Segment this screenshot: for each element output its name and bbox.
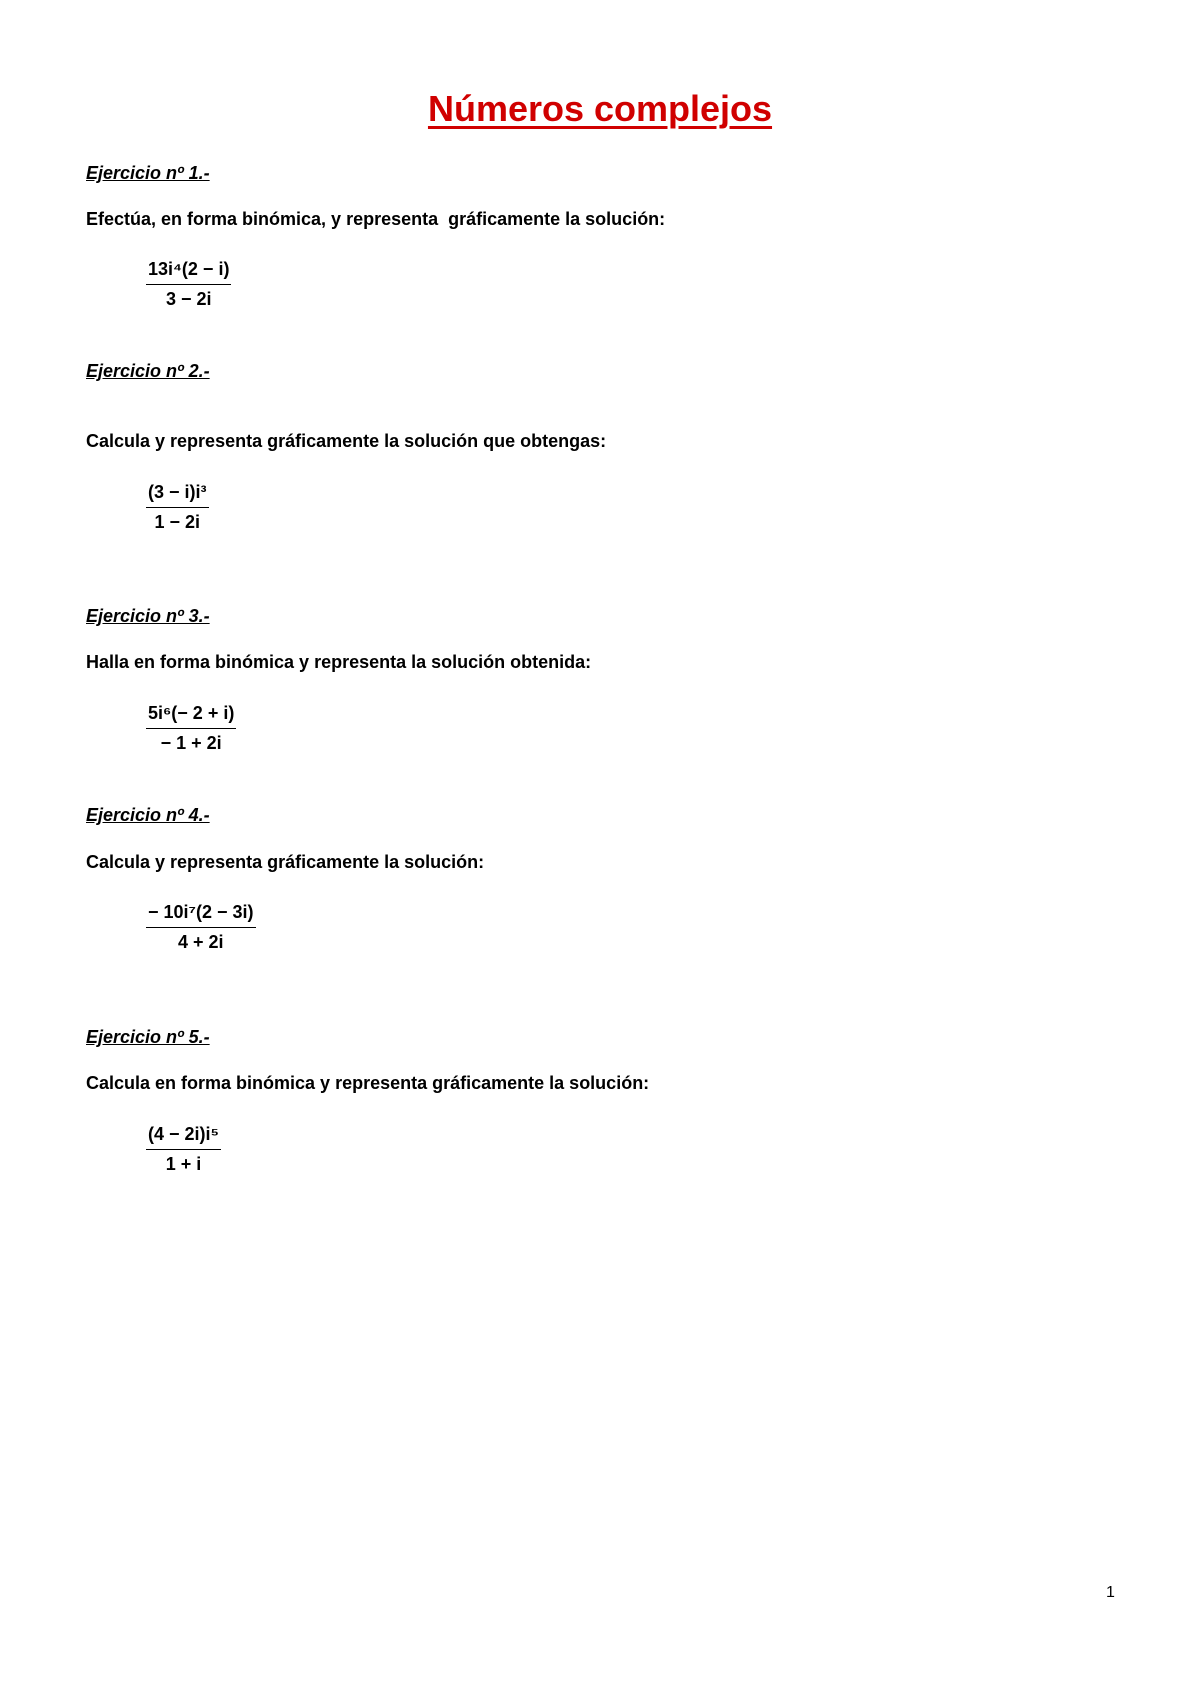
exercise-4-heading: Ejercicio nº 4.- <box>86 805 210 825</box>
exercise-5-expression <box>146 1121 221 1176</box>
exercise-3-denominator: − 1 + 2i <box>160 733 222 753</box>
exercise-1-numerator: 13i⁴(2 − i) <box>146 256 231 285</box>
page-number: 1 <box>1106 1584 1115 1601</box>
exercise-2-statement: Calcula y representa gráficamente la solución que obtengas: <box>86 431 607 451</box>
exercise-1-statement: Efectúa, en forma binómica, y representa gráficamente la solución: <box>86 209 666 229</box>
exercise-5-numerator: (4 − 2i)i⁵ <box>146 1121 221 1150</box>
exercise-2-heading: Ejercicio nº 2.- <box>86 361 210 381</box>
exercise-3-numerator: 5i⁶(− 2 + i) <box>146 700 236 729</box>
exercise-5-denominator: 1 + i <box>165 1154 202 1174</box>
exercise-3-expression <box>146 700 236 755</box>
exercise-4-statement: Calcula y representa gráficamente la solución: <box>86 852 485 872</box>
exercise-2-numerator: (3 − i)i³ <box>146 479 209 508</box>
exercise-3-heading: Ejercicio nº 3.- <box>86 606 210 626</box>
exercise-2-expression <box>146 479 209 534</box>
exercise-2-denominator: 1 − 2i <box>154 512 201 532</box>
exercise-4-numerator: − 10i⁷(2 − 3i) <box>146 899 256 928</box>
exercise-4-expression <box>146 899 256 954</box>
exercise-1-denominator: 3 − 2i <box>165 289 212 309</box>
exercise-5-heading: Ejercicio nº 5.- <box>86 1027 210 1047</box>
page-title: Números complejos <box>427 88 773 129</box>
exercise-5-statement: Calcula en forma binómica y representa gráficamente la solución: <box>86 1073 650 1093</box>
exercise-1-expression <box>146 256 231 311</box>
exercise-1-heading: Ejercicio nº 1.- <box>86 163 210 183</box>
exercise-3-statement: Halla en forma binómica y representa la solución obtenida: <box>86 652 592 672</box>
exercise-4-denominator: 4 + 2i <box>177 932 224 952</box>
